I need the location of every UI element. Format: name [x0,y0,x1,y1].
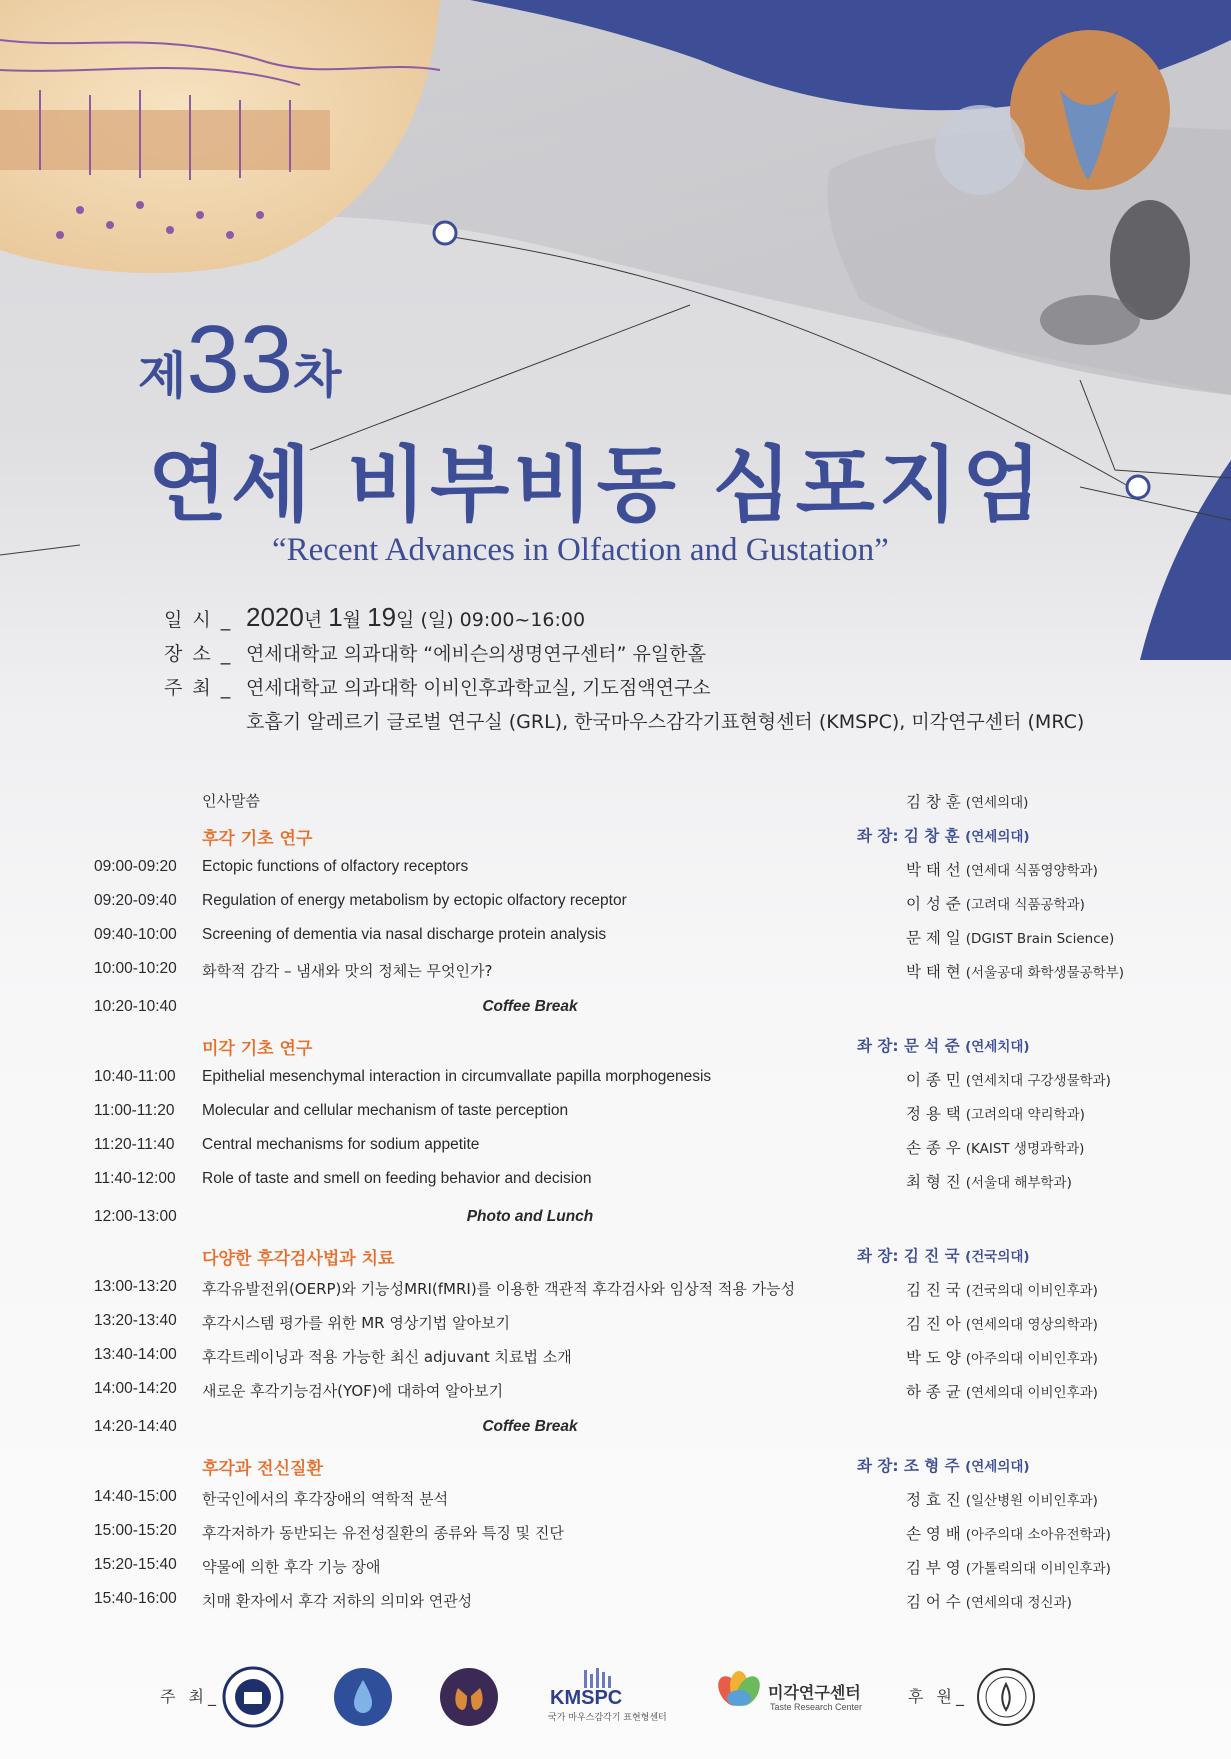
chair-affiliation: (연세의대) [965,829,1030,845]
break-row [0,1418,1231,1446]
talk-row [0,1380,1231,1408]
page-subtitle: “Recent Advances in Olfaction and Gustation” [272,532,889,568]
footer-host-label: 주 최_ [160,1687,220,1706]
break-label: Coffee Break [482,1418,578,1435]
symposium-number [138,306,342,413]
talk-row [0,1136,1231,1164]
speaker-name: 문 제 일 [906,929,961,947]
break-label: Coffee Break [482,998,578,1015]
talk-speaker [906,1278,1098,1300]
session-title: 미각 기초 연구 [202,1039,313,1059]
talk-time: 11:00-11:20 [94,1102,175,1119]
talk-time: 09:40-10:00 [94,926,177,943]
talk-time: 09:00-09:20 [94,858,177,875]
break-time: 12:00-13:00 [94,1208,177,1225]
date-year-unit: 년 [303,609,329,631]
talk-time: 10:00-10:20 [94,960,177,977]
talk-time: 15:20-15:40 [94,1556,177,1573]
speaker-name: 김 부 영 [906,1559,961,1577]
event-host-continued [164,705,1084,739]
session-header [0,1034,1231,1062]
date-year: 2020 [246,602,304,632]
venue-label: 장 소 _ [164,643,233,665]
talk-row [0,960,1231,988]
chair-affiliation: (건국의대) [965,1249,1030,1265]
speaker-affiliation: (연세의대 정신과) [965,1595,1072,1611]
talk-topic: 화학적 감각 – 냄새와 맛의 정체는 무엇인가? [202,962,493,980]
session-header [0,824,1231,852]
event-venue [164,637,1084,671]
speaker-name: 손 영 배 [906,1525,961,1543]
speaker-affiliation: (연세치대 구강생물학과) [965,1073,1111,1089]
speaker-affiliation: (연세대 식품영양학과) [965,863,1098,879]
speaker-name: 김 진 아 [906,1315,961,1333]
talk-topic: Regulation of energy metabolism by ectopic olfactory receptor [202,892,627,909]
speaker-affiliation: (건국의대 이비인후과) [965,1283,1098,1299]
talk-row [0,892,1231,920]
talk-speaker [906,1346,1098,1368]
talk-row [0,1346,1231,1374]
date-month-unit: 월 [342,609,368,631]
mrc-logo-text: 미각연구센터 [768,1683,861,1702]
talk-speaker [906,1590,1072,1612]
break-row [0,998,1231,1026]
talk-time: 09:20-09:40 [94,892,177,909]
airway-mucus-institute-logo-icon [332,1666,394,1728]
talk-row [0,1102,1231,1130]
event-host [164,671,1084,705]
korean-rhinologic-society-seal-icon [975,1666,1037,1728]
host-line-1: 연세대학교 의과대학 이비인후과학교실, 기도점액연구소 [246,677,711,699]
title-number: 33 [186,306,294,413]
kmspc-logo-text: KMSPC [550,1687,623,1709]
talk-row [0,790,1231,818]
talk-row [0,858,1231,886]
session-title: 후각 기초 연구 [202,829,313,849]
chair-name: 좌 장: 김 창 훈 [857,827,960,845]
session-chair [857,1034,1030,1056]
talk-speaker [906,1068,1111,1090]
speaker-affiliation: (연세의대 영상의학과) [965,1317,1098,1333]
talk-topic: 약물에 의한 후각 기능 장애 [202,1558,381,1576]
host-label: 주 최 _ [164,677,233,699]
speaker-affiliation: (연세의대) [965,795,1029,811]
footer-sponsor-label: 후 원_ [908,1687,968,1706]
event-date [164,600,1084,637]
talk-time: 14:00-14:20 [94,1380,177,1397]
talk-topic: 후각유발전위(OERP)와 기능성MRI(fMRI)를 이용한 객관적 후각검사와 임상적 적용 가능성 [202,1280,796,1298]
session-chair [857,824,1030,846]
talk-time: 11:20-11:40 [94,1136,175,1153]
speaker-name: 김 진 국 [906,1281,961,1299]
talk-topic: 후각시스템 평가를 위한 MR 영상기법 알아보기 [202,1314,511,1332]
talk-topic: 후각저하가 동반되는 유전성질환의 종류와 특징 및 진단 [202,1524,564,1542]
talk-topic: 후각트레이닝과 적용 가능한 최신 adjuvant 치료법 소개 [202,1348,572,1366]
date-month: 1 [328,602,343,632]
chair-name: 좌 장: 문 석 준 [857,1037,960,1055]
talk-row [0,1590,1231,1618]
chair-affiliation: (연세의대) [965,1459,1030,1475]
talk-topic: Screening of dementia via nasal discharge protein analysis [202,926,607,943]
title-suffix: 차 [293,346,342,404]
talk-time: 15:40-16:00 [94,1590,177,1607]
talk-topic: 인사말씀 [202,792,260,810]
break-row [0,1208,1231,1236]
talk-topic: Role of taste and smell on feeding behavior and decision [202,1170,592,1187]
olfactory-epithelium-illustration [0,0,440,273]
talk-speaker [906,892,1085,914]
talk-row [0,1522,1231,1550]
speaker-name: 박 도 양 [906,1349,961,1367]
talk-topic: Ectopic functions of olfactory receptors [202,858,469,875]
speaker-name: 이 성 준 [906,895,961,913]
session-chair [857,1454,1030,1476]
talk-topic: 치매 환자에서 후각 저하의 의미와 연관성 [202,1592,473,1610]
date-day: 19 [367,602,397,632]
speaker-name: 정 용 택 [906,1105,961,1123]
page-title: 연세 비부비동 심포지엄 [148,438,1046,533]
kmspc-subtitle: 국가 마우스감각기 표현형센터 [548,1713,667,1723]
speaker-name: 박 태 선 [906,861,961,879]
talk-speaker [906,1556,1111,1578]
break-time: 10:20-10:40 [94,998,177,1015]
date-day-unit: 일 [396,609,415,631]
talk-speaker [906,790,1028,812]
talk-row [0,1312,1231,1340]
speaker-name: 손 종 우 [906,1139,961,1157]
grl-lungs-logo-icon [438,1666,500,1728]
break-label: Photo and Lunch [466,1208,594,1225]
talk-time: 11:40-12:00 [94,1170,176,1187]
speaker-affiliation: (연세의대 이비인후과) [965,1385,1098,1401]
speaker-affiliation: (고려대 식품공학과) [965,897,1085,913]
talk-row [0,1556,1231,1584]
speaker-name: 정 효 진 [906,1491,961,1509]
session-chair [857,1244,1030,1266]
chair-name: 좌 장: 김 진 국 [857,1247,960,1265]
session-title: 후각과 전신질환 [202,1459,323,1479]
talk-time: 13:00-13:20 [94,1278,177,1295]
talk-speaker [906,926,1114,948]
talk-speaker [906,1488,1098,1510]
talk-time: 14:40-15:00 [94,1488,177,1505]
event-info [164,600,1084,739]
talk-speaker [906,960,1124,982]
talk-topic: 한국인에서의 후각장애의 역학적 분석 [202,1490,449,1508]
speaker-name: 최 형 진 [906,1173,961,1191]
kmspc-logo-icon [548,1666,648,1711]
title-prefix: 제 [138,347,187,405]
talk-speaker [906,1102,1085,1124]
talk-speaker [906,1380,1098,1402]
talk-speaker [906,1136,1084,1158]
talk-row [0,1278,1231,1306]
talk-speaker [906,1170,1072,1192]
speaker-affiliation: (서울대 해부학과) [965,1175,1072,1191]
talk-topic: Molecular and cellular mechanism of taste perception [202,1102,569,1119]
date-time: (일) 09:00~16:00 [414,609,586,631]
speaker-affiliation: (서울공대 화학생물공학부) [965,965,1124,981]
yonsei-university-seal-icon [222,1666,284,1728]
talk-time: 15:00-15:20 [94,1522,177,1539]
footer-organizers [0,1660,1231,1730]
break-time: 14:20-14:40 [94,1418,177,1435]
speaker-name: 김 어 수 [906,1593,961,1611]
session-header [0,1454,1231,1482]
talk-row [0,1170,1231,1198]
host-line-2: 호흡기 알레르기 글로벌 연구실 (GRL), 한국마우스감각기표현형센터 (KMSPC), 미각연구센터 (MRC) [246,711,1085,733]
talk-speaker [906,1312,1098,1334]
speaker-affiliation: (아주의대 이비인후과) [965,1351,1098,1367]
talk-topic: Epithelial mesenchymal interaction in circumvallate papilla morphogenesis [202,1068,712,1085]
talk-speaker [906,1522,1111,1544]
speaker-affiliation: (가톨릭의대 이비인후과) [965,1561,1111,1577]
date-label: 일 시 _ [164,609,233,631]
speaker-affiliation: (아주의대 소아유전학과) [965,1527,1111,1543]
speaker-affiliation: (KAIST 생명과학과) [965,1141,1085,1157]
talk-row [0,1068,1231,1096]
talk-speaker [906,858,1098,880]
talk-time: 13:40-14:00 [94,1346,177,1363]
taste-research-center-flower-icon [712,1666,766,1716]
talk-row [0,1488,1231,1516]
speaker-affiliation: (고려의대 약리학과) [965,1107,1085,1123]
mrc-subtitle: Taste Research Center [770,1702,863,1712]
session-title: 다양한 후각검사법과 치료 [202,1249,395,1269]
talk-topic: Central mechanisms for sodium appetite [202,1136,480,1153]
talk-time: 10:40-11:00 [94,1068,176,1085]
talk-row [0,926,1231,954]
chair-name: 좌 장: 조 형 주 [857,1457,960,1475]
speaker-affiliation: (DGIST Brain Science) [965,931,1115,947]
chair-affiliation: (연세치대) [965,1039,1030,1055]
talk-time: 13:20-13:40 [94,1312,177,1329]
speaker-name: 이 종 민 [906,1071,961,1089]
speaker-name: 하 종 균 [906,1383,961,1401]
talk-topic: 새로운 후각기능검사(YOF)에 대하여 알아보기 [202,1382,504,1400]
speaker-name: 박 태 현 [906,963,961,981]
speaker-affiliation: (일산병원 이비인후과) [965,1493,1098,1509]
venue-text: 연세대학교 의과대학 “에비슨의생명연구센터” 유일한홀 [246,643,706,665]
speaker-name: 김 창 훈 [906,793,961,811]
session-header [0,1244,1231,1272]
